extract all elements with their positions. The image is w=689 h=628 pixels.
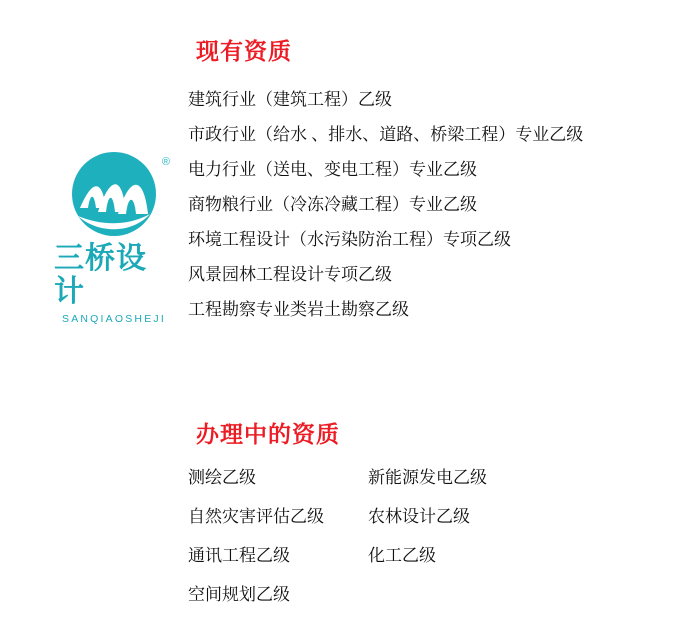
company-pinyin: SANQIAOSHEJI [61, 313, 166, 325]
grid-row [188, 575, 588, 614]
wave-mark-icon [62, 150, 170, 238]
grid-cell: 测绘乙级 [188, 468, 256, 487]
grid-cell: 化工乙级 [368, 546, 436, 565]
grid-cell: 通讯工程乙级 [188, 546, 290, 565]
registered-trademark-icon: ® [161, 156, 170, 168]
list-item: 风景园林工程设计专项乙级 [188, 265, 392, 284]
grid-row [188, 458, 588, 497]
list-item: 商物粮行业（冷冻冷藏工程）专业乙级 [188, 195, 477, 214]
company-logo [54, 150, 174, 325]
list-item: 工程勘察专业类岩土勘察乙级 [188, 300, 409, 319]
list-item: 建筑行业（建筑工程）乙级 [188, 90, 392, 109]
section-title-existing: 现有资质 [196, 39, 292, 65]
grid-row [188, 536, 588, 575]
section-title-processing: 办理中的资质 [196, 422, 340, 448]
list-item: 市政行业（给水 、排水、道路、桥梁工程）专业乙级 [188, 125, 584, 144]
grid-row [188, 497, 588, 536]
list-item: 环境工程设计（水污染防治工程）专项乙级 [188, 230, 511, 249]
list-item: 电力行业（送电、变电工程）专业乙级 [188, 160, 477, 179]
existing-qualifications-list [188, 82, 668, 327]
grid-cell: 新能源发电乙级 [368, 468, 487, 487]
processing-qualifications-grid [188, 458, 588, 614]
grid-cell: 自然灾害评估乙级 [188, 507, 324, 526]
company-name: 三桥设计 [54, 241, 147, 309]
grid-cell: 农林设计乙级 [368, 507, 470, 526]
grid-cell: 空间规划乙级 [188, 585, 290, 604]
